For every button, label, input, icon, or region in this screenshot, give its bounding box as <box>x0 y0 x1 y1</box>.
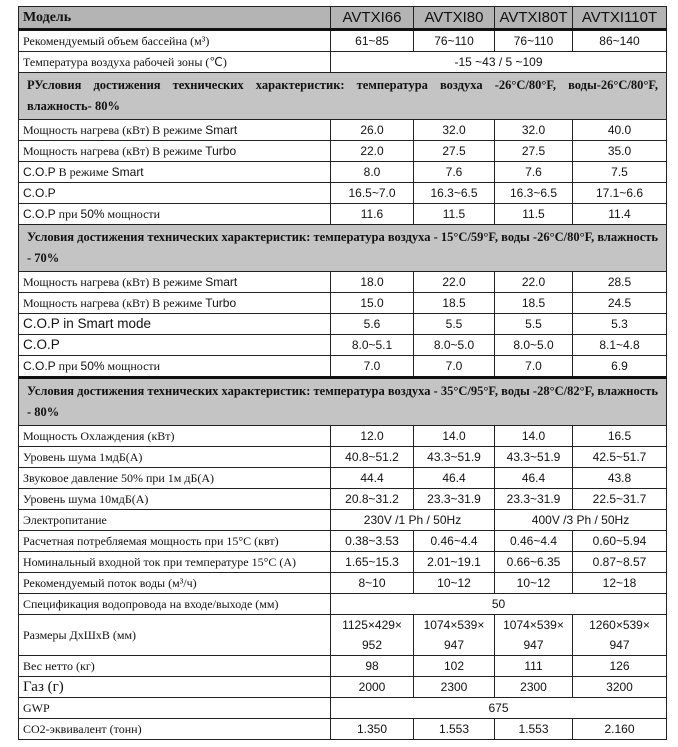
cell: 22.0 <box>331 141 414 162</box>
label-text: C.O.P <box>23 165 56 179</box>
cell: 11.4 <box>573 204 667 225</box>
label-text: 50% <box>80 359 105 373</box>
cell-line: 952 <box>361 638 383 652</box>
cell: 23.3~31.9 <box>495 489 573 510</box>
cell: 76~110 <box>414 30 495 52</box>
cell: 7.6 <box>495 162 573 183</box>
cell: 61~85 <box>331 30 414 52</box>
cell: 0.38~3.53 <box>331 531 414 552</box>
cell: 18.5 <box>495 293 573 314</box>
cell <box>414 615 495 656</box>
cell-line: 1074×539× <box>423 618 485 632</box>
cell <box>331 615 414 656</box>
cell: 5.6 <box>331 314 414 335</box>
row-label: Мощность Охлаждения (кВт) <box>19 426 331 447</box>
cell: 0.66~6.35 <box>495 552 573 573</box>
merged-cell: 230V /1 Ph / 50Hz <box>331 510 495 531</box>
row-label: Газ (г) <box>19 677 331 698</box>
table-row <box>19 447 667 468</box>
cell: 2000 <box>331 677 414 698</box>
cell: 32.0 <box>495 120 573 141</box>
cell: 8.0~5.0 <box>414 335 495 356</box>
table-row <box>19 52 667 73</box>
row-label: CO2-эквивалент (тонн) <box>19 719 331 740</box>
table-row <box>19 677 667 698</box>
table-row <box>19 204 667 225</box>
cell: 10~12 <box>495 573 573 594</box>
cell: 0.87~8.57 <box>573 552 667 573</box>
header-row <box>19 7 667 30</box>
cell: 32.0 <box>414 120 495 141</box>
model-name: AVTXI110T <box>573 7 667 30</box>
row-label <box>19 356 331 378</box>
model-name: AVTXI80 <box>414 7 495 30</box>
cell: 10~12 <box>414 573 495 594</box>
label-text: Мощность нагрева (кВт) В режиме <box>23 144 206 158</box>
cell: 8.1~4.8 <box>573 335 667 356</box>
section-header <box>19 73 667 120</box>
cell-line: 1074×539× <box>503 618 564 632</box>
label-text: Turbo <box>205 144 237 158</box>
table-row <box>19 272 667 293</box>
cell: 7.5 <box>573 162 667 183</box>
table-row <box>19 573 667 594</box>
table-row <box>19 30 667 52</box>
cell: 98 <box>331 656 414 677</box>
merged-cell: -15 ~43 / 5 ~109 <box>331 52 667 73</box>
cell: 2300 <box>414 677 495 698</box>
merged-cell: 50 <box>331 594 667 615</box>
cell: 46.4 <box>495 468 573 489</box>
table-row <box>19 468 667 489</box>
cell: 16.3~6.5 <box>495 183 573 204</box>
cell: 46.4 <box>414 468 495 489</box>
cell: 16.3~6.5 <box>414 183 495 204</box>
row-label: Спецификация водопровода на входе/выходе (мм) <box>19 594 331 615</box>
merged-cell: 675 <box>331 698 667 719</box>
cell: 35.0 <box>573 141 667 162</box>
cell: 16.5 <box>573 426 667 447</box>
cell: 0.46~4.4 <box>495 531 573 552</box>
cell-line: 947 <box>609 638 630 652</box>
cell: 43.3~51.9 <box>495 447 573 468</box>
row-label: Рекомендуемый объем бассейна (м³) <box>19 30 331 52</box>
cell: 1.553 <box>495 719 573 740</box>
cell: 111 <box>495 656 573 677</box>
label-text: мощности <box>104 207 161 221</box>
cell: 86~140 <box>573 30 667 52</box>
cell: 7.0 <box>495 356 573 378</box>
table-row <box>19 426 667 447</box>
row-label: Вес нетто (кг) <box>19 656 331 677</box>
table-row <box>19 335 667 356</box>
row-label <box>19 141 331 162</box>
section-title: Условия достижения технических характеристик: температура воздуха - 35°C/95°F, воды -28°C/82°F, влажность - 80% <box>19 378 667 426</box>
row-label: Температура воздуха рабочей зоны (℃) <box>19 52 331 73</box>
label-text: при <box>55 207 81 221</box>
cell: 14.0 <box>495 426 573 447</box>
label-text: В режиме <box>55 165 112 179</box>
model-name: AVTXI80T <box>495 7 573 30</box>
cell: 126 <box>573 656 667 677</box>
cell: 11.5 <box>495 204 573 225</box>
table-row <box>19 719 667 740</box>
cell: 5.5 <box>495 314 573 335</box>
table-row <box>19 615 667 656</box>
label-text: Smart <box>205 123 238 137</box>
cell: 15.0 <box>331 293 414 314</box>
row-label <box>19 120 331 141</box>
cell: 7.0 <box>331 356 414 378</box>
cell: 76~110 <box>495 30 573 52</box>
cell: 8~10 <box>331 573 414 594</box>
cell <box>495 615 573 656</box>
label-text: C.O.P <box>23 207 56 221</box>
row-label <box>19 204 331 225</box>
table-row <box>19 510 667 531</box>
cell: 18.0 <box>331 272 414 293</box>
row-label <box>19 272 331 293</box>
table-row <box>19 698 667 719</box>
cell: 2.01~19.1 <box>414 552 495 573</box>
cell: 20.8~31.2 <box>331 489 414 510</box>
cell: 27.5 <box>414 141 495 162</box>
label-text: Мощность нагрева (кВт) В режиме <box>23 296 206 310</box>
label-text: C.O.P <box>23 359 56 373</box>
cell: 22.5~31.7 <box>573 489 667 510</box>
cell: 44.4 <box>331 468 414 489</box>
cell: 12.0 <box>331 426 414 447</box>
row-label <box>19 183 331 204</box>
cell-line: 947 <box>523 638 544 652</box>
cell: 1.553 <box>414 719 495 740</box>
row-label: Номинальный входной ток при температуре 15°C (A) <box>19 552 331 573</box>
cell: 6.9 <box>573 356 667 378</box>
row-label: Рекомендуемый поток воды (м³/ч) <box>19 573 331 594</box>
cell: 27.5 <box>495 141 573 162</box>
cell-line: 1125×429× <box>342 618 402 632</box>
table-row <box>19 552 667 573</box>
cell-line: 947 <box>443 638 465 652</box>
row-label: Уровень шума 1мдБ(A) <box>19 447 331 468</box>
cell: 3200 <box>573 677 667 698</box>
cell: 8.0~5.0 <box>495 335 573 356</box>
label-text: Smart <box>205 275 238 289</box>
label-text: 50% <box>80 207 105 221</box>
cell: 7.0 <box>414 356 495 378</box>
cell: 11.5 <box>414 204 495 225</box>
cell: 42.5~51.7 <box>573 447 667 468</box>
row-label: C.O.P in Smart mode <box>19 314 331 335</box>
cell: 8.0 <box>331 162 414 183</box>
cell-line: 1260×539× <box>589 618 650 632</box>
table-row <box>19 120 667 141</box>
cell: 0.46~4.4 <box>414 531 495 552</box>
cell: 0.60~5.94 <box>573 531 667 552</box>
spec-table <box>18 6 667 740</box>
table-row <box>19 594 667 615</box>
table-row <box>19 314 667 335</box>
cell: 26.0 <box>331 120 414 141</box>
label-text: при <box>55 359 81 373</box>
cell: 2300 <box>495 677 573 698</box>
label-text: Мощность нагрева (кВт) В режиме <box>23 275 206 289</box>
table-row <box>19 531 667 552</box>
table-row <box>19 356 667 378</box>
cell: 18.5 <box>414 293 495 314</box>
cell: 5.5 <box>414 314 495 335</box>
model-name: AVTXI66 <box>331 7 414 30</box>
cell: 12~18 <box>573 573 667 594</box>
cell <box>573 615 667 656</box>
cell: 102 <box>414 656 495 677</box>
row-label: Звуковое давление 50% при 1м дБ(A) <box>19 468 331 489</box>
cell: 17.1~6.6 <box>573 183 667 204</box>
section-title: РУсловия достижения технических характеристик: температура воздуха -26°C/80°F, воды-26°C/80°F, влажность- 80% <box>19 73 667 120</box>
label-text: Turbo <box>205 296 237 310</box>
label-text: Smart <box>111 165 144 179</box>
cell: 14.0 <box>414 426 495 447</box>
row-label: Размеры ДхШхВ (мм) <box>19 615 331 656</box>
cell: 7.6 <box>414 162 495 183</box>
cell: 23.3~31.9 <box>414 489 495 510</box>
cell: 5.3 <box>573 314 667 335</box>
row-label: Электропитание <box>19 510 331 531</box>
table-row <box>19 489 667 510</box>
label-text: C.O.P <box>23 186 56 200</box>
section-title: Условия достижения технических характеристик: температура воздуха - 15°C/59°F, воды -26°C/80°F, влажность - 70% <box>19 225 667 272</box>
table-row <box>19 656 667 677</box>
cell: 16.5~7.0 <box>331 183 414 204</box>
row-label <box>19 293 331 314</box>
cell: 1.65~15.3 <box>331 552 414 573</box>
cell: 2.160 <box>573 719 667 740</box>
row-label: Расчетная потребляемая мощность при 15°C (квт) <box>19 531 331 552</box>
table-row <box>19 183 667 204</box>
cell: 28.5 <box>573 272 667 293</box>
row-label <box>19 162 331 183</box>
row-label: C.O.P <box>19 335 331 356</box>
merged-cell: 400V /3 Ph / 50Hz <box>495 510 667 531</box>
section-header <box>19 225 667 272</box>
row-label: GWP <box>19 698 331 719</box>
cell: 43.8 <box>573 468 667 489</box>
cell: 11.6 <box>331 204 414 225</box>
cell: 8.0~5.1 <box>331 335 414 356</box>
section-header <box>19 378 667 426</box>
row-label: Уровень шума 10мдБ(A) <box>19 489 331 510</box>
table-row <box>19 162 667 183</box>
cell: 22.0 <box>495 272 573 293</box>
table-row <box>19 141 667 162</box>
cell: 22.0 <box>414 272 495 293</box>
label-text: Мощность нагрева (кВт) В режиме <box>23 123 206 137</box>
label-text: мощности <box>104 359 161 373</box>
cell: 1.350 <box>331 719 414 740</box>
table-row <box>19 293 667 314</box>
model-header: Модель <box>19 7 331 30</box>
cell: 40.0 <box>573 120 667 141</box>
cell: 43.3~51.9 <box>414 447 495 468</box>
cell: 40.8~51.2 <box>331 447 414 468</box>
cell: 24.5 <box>573 293 667 314</box>
